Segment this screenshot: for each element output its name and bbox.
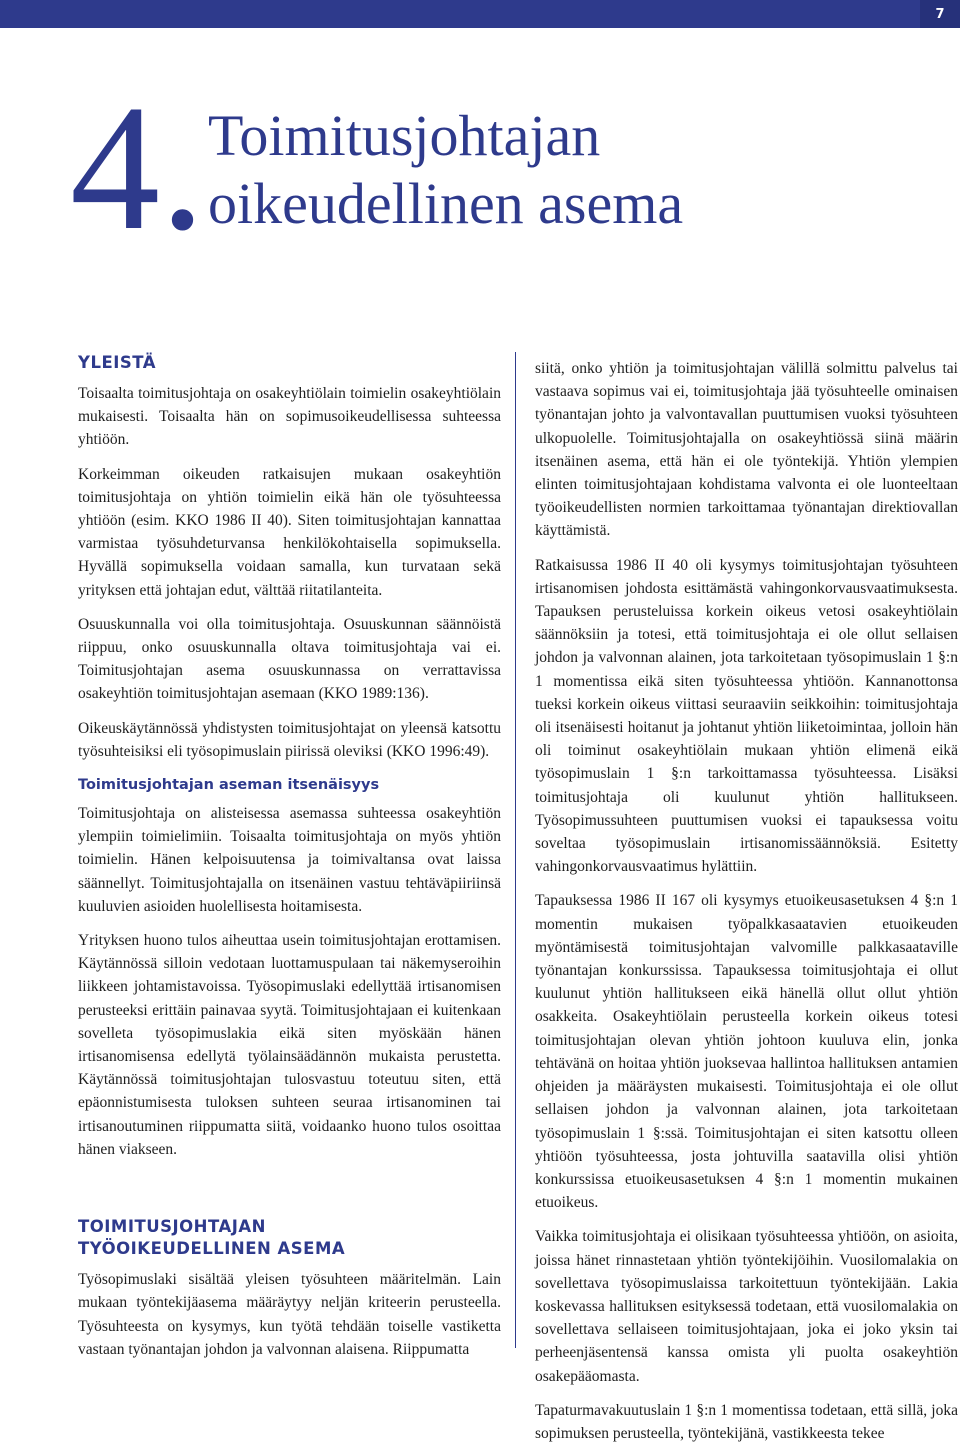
subheading-itsenaisyys: Toimitusjohtajan aseman itsenäisyys bbox=[78, 777, 380, 794]
paragraph: Korkeimman oikeuden ratkaisujen mukaan osakeyhtiön toimitusjohtaja on yhtiön toimielin eikä hän ole työsuhteessa yhtiöön (esim. KKO 1986 II 40). Siten toimitusjohtajan kannattaa varmistaa työsuhdeturvansa henkilökohtaisella sopimuksella. Hyvällä sopimuksella voidaan samalla, kun turvataan sekä yrityksen että johtajan edut, välttää riitatilanteita. bbox=[78, 465, 501, 599]
section-heading-tyooikeudellinen bbox=[78, 1216, 501, 1260]
left-column bbox=[78, 352, 501, 1372]
paragraph: Työsopimuslaki sisältää yleisen työsuhteen määritelmän. Lain mukaan työntekijäasema määräytyy neljän kriteerin perusteella. Työsuhteesta on kysymys, kun työtä tehdään toiselle vastiketta vastaan työnantajan johdon ja valvonnan alaisena. Riippumatta bbox=[78, 1271, 501, 1358]
paragraph: Toimitusjohtaja on alisteisessa asemassa suhteessa osakeyhtiön ylempiin toimielimiin. Toisaalta toimitusjohtaja on myös yhtiön toimielin. Hänen kelpoisuutensa ja toimivaltansa ovat laissa säännellyt. Toimitusjohtajalla on itsenäinen vastuu tehtäväpiiriinsä kuuluvien asioiden huolellisesta hoitamisesta. bbox=[78, 805, 501, 915]
paragraph: Yrityksen huono tulos aiheuttaa usein toimitusjohtajan erottamisen. Käytännössä silloin vedotaan luottamuspulaan tai näkemyseroihin liikkeen johtamistavoissa. Työsopimuslaki edellyttää irtisanomisen perusteeksi erittäin painavaa syytä. Toimitusjohtajaan ei kuitenkaan sovelleta työsopimuslakia eikä siten myöskään hänen irtisanomisensa edellytä työlainsäädännön mukaista perustetta. Käytännössä toimitusjohtajan tulosvastuu toteutuu siten, että epäonnistumisesta tuloksen suhteen seuraa irtisanominen tai irtisanoutuminen riippumatta siitä, voidaanko huono tulos osoittaa hänen viakseen. bbox=[78, 932, 501, 1158]
paragraph: Tapaturmavakuutuslain 1 §:n 1 momentissa todetaan, että sillä, joka sopimuksen perusteella, työntekijänä, vastikkeesta tekee bbox=[535, 1401, 958, 1442]
paragraph: Oikeuskäytännössä yhdistysten toimitusjohtajat on yleensä katsottu työsuhteisiksi eli työsopimuslain piirissä oleviksi (KKO 1996:49). bbox=[78, 719, 501, 760]
paragraph: Osuuskunnalla voi olla toimitusjohtaja. Osuuskunnan säännöistä riippuu, onko osuuskunnalla oltava toimitusjohtaja vai ei. Toimitusjohtajan asema osuuskunnassa on verrattavissa osakeyhtiön toimitusjohtajan asemaan (KKO 1989:136). bbox=[78, 615, 501, 703]
section-heading-yleista: YLEISTÄ bbox=[78, 353, 156, 372]
chapter-number: 4. bbox=[70, 68, 205, 267]
page-number: 7 bbox=[920, 0, 960, 28]
paragraph: Tapauksessa 1986 II 167 oli kysymys etuoikeusasetuksen 4 §:n 1 momentin mukaisen työpalkkasaatavien etuoikeuden myöntämisestä toimitusjohtajan valvomille palkkasaataville työnantajan konkurssissa. Tapauksessa toimitusjohtaja ei ollut kuulunut yhtiön hallitukseen eikä hänellä ollut ollut yhtiön osakkeita. Osakeyhtiölain perusteella korkein oikeus totesi toimitusjohtajan olevan yhtiön johtoon kuuluva elin, jonka tehtävänä on hoitaa yhtiön juoksevaa hallintoa hallituksen antamien ohjeiden ja määräysten mukaisesti. Toimitusjohtaja ei ole ollut sellaisen johdon ja valvonnan alainen, jota tarkoitetaan työsopimuslain 1 §:ssä. Toimitusjohtajan ei siten katsottu olleen yhtiöön työsuhteessa, josta johtuvilla saatavilla olisi yhtiön konkurssissa etuoikeusasetuksen 4 §:n 1 momentin mukainen etuoikeus. bbox=[535, 892, 958, 1212]
paragraph: Toisaalta toimitusjohtaja on osakeyhtiölain toimielin osakeyhtiölain mukaisesti. Toisaalta hän on sopimusoikeudellisessa suhteessa yhtiöön. bbox=[78, 385, 501, 449]
top-color-bar bbox=[0, 0, 960, 28]
paragraph: Ratkaisussa 1986 II 40 oli kysymys toimitusjohtajan työsuhteen irtisanomisen johdosta esittämästä vahingonkorvausvaatimuksesta. Tapauksen perusteluissa korkein oikeus vetosi osakeyhtiölain säännöksiin ja totesi, että toimitusjohtaja ei ole ollut sellaisen johdon ja valvonnan alainen, jota tarkoitetaan työsopimuslain 1 §:n 1 momentissa eikä siten työsuhteessa yhtiöön. Kannanottonsa tueksi korkein oikeus viittasi seuraaviin seikkoihin: toimitusjohtaja oli itsenäisesti hoitanut ja johtanut yhtiön liiketoimintaa, jolloin hän oli toiminut osakeyhtiölain mukaan yhtiön elimenä eikä työsopimuslain 1 §:n tarkoittamassa työsuhteessa. Lisäksi toimitusjohtaja oli kuulunut yhtiön hallitukseen. Työsopimussuhteen puuttumisen vuoksi ei tapauksessa voitu soveltaa työsopimuslain irtisanomissäännöksiä. Esitetty vahingonkorvausvaatimus hylättiin. bbox=[535, 556, 958, 876]
column-divider bbox=[515, 352, 516, 1348]
chapter-title-line: oikeudellinen asema bbox=[208, 171, 684, 236]
right-column bbox=[535, 357, 958, 1456]
paragraph: Vaikka toimitusjohtaja ei olisikaan työsuhteessa yhtiöön, on asioita, joissa hänet rinnastetaan yhtiön työntekijöihin. Vuosilomalakia on sovellettava työsopimuslaissa tarkoitettuun työntekijään. Lakia koskevassa hallituksen esityksessä todetaan, että vuosilomalakia on sovellettava sellaiseen toimitusjohtajaan, joka ei joko yksin tai perheenjäsentensä kanssa omista yli puolta osakeyhtiön osakepääomasta. bbox=[535, 1228, 958, 1385]
paragraph: siitä, onko yhtiön ja toimitusjohtajan välillä solmittu palvelus tai vastaava sopimus vai ei, toimitusjohtaja jää työsuhteelle ominaisen työnantajan johto ja valvontavallan puuttumisen vuoksi työsuhteen ulkopuolelle. Toimitusjohtajalla on osakeyhtiössä siinä määrin itsenäinen asema, että hän ei ole työntekijä. Yhtiön ylempien elinten toimitusjohtajaan kohdistama valvonta ei ole luonteeltaan työoikeudellisten normien tarkoittamaa työnantajan direktiovallan käyttämistä. bbox=[535, 360, 958, 540]
spacer bbox=[78, 1172, 501, 1216]
heading-line: TYÖOIKEUDELLINEN ASEMA bbox=[78, 1239, 346, 1259]
chapter-title-line: Toimitusjohtajan bbox=[208, 103, 601, 168]
heading-line: TOIMITUSJOHTAJAN bbox=[78, 1217, 266, 1237]
chapter-title bbox=[208, 102, 683, 238]
